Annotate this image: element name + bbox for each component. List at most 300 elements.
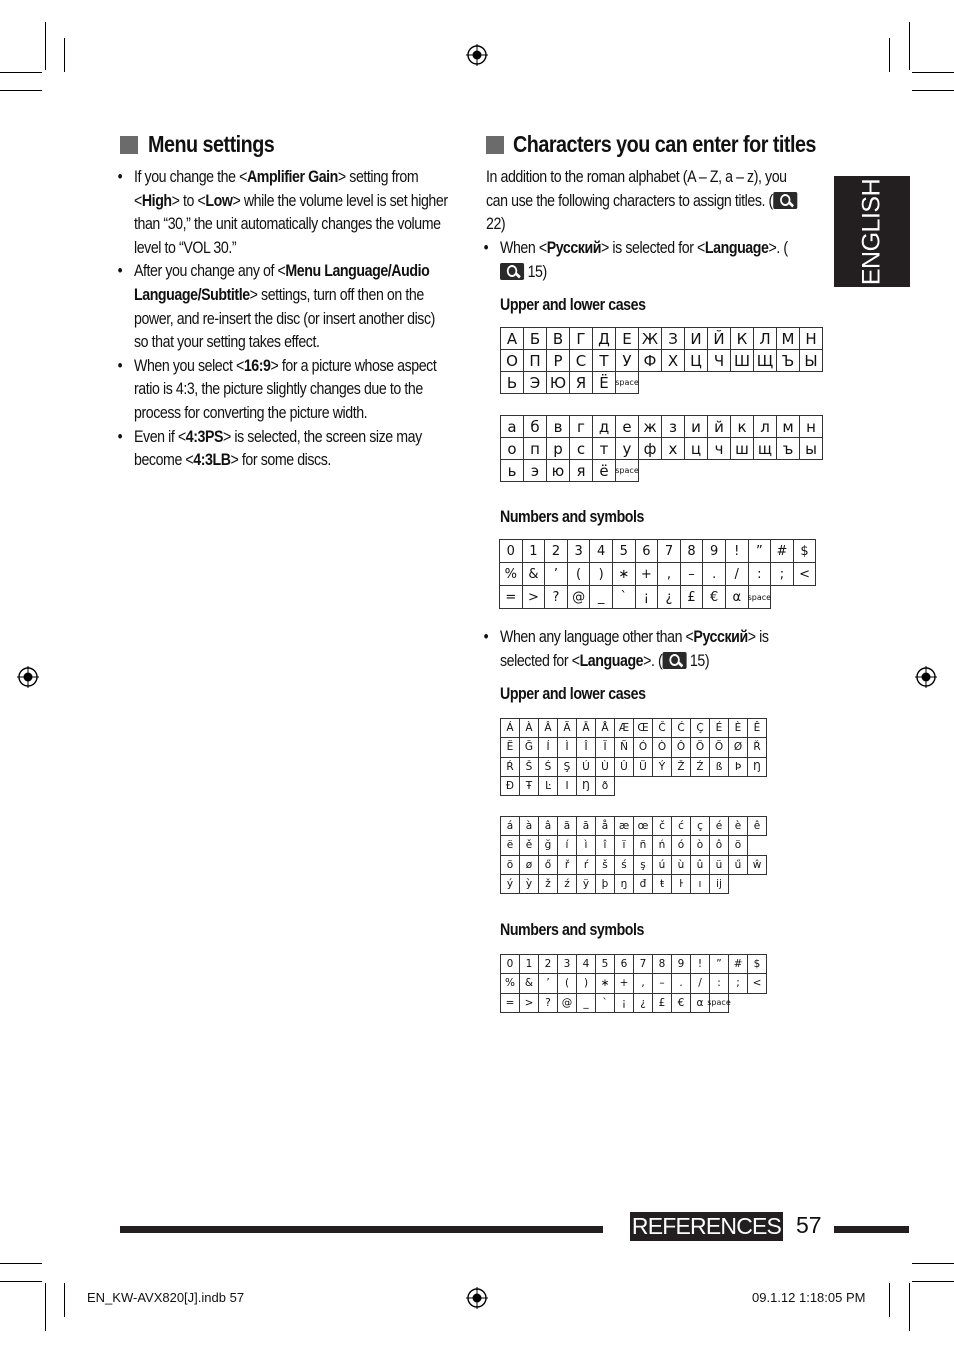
english-tab-label: ENGLISH [857, 178, 886, 285]
char-cell: õ [500, 855, 520, 875]
char-cell: ; [770, 562, 794, 586]
char-cell: ã [557, 816, 577, 836]
char-cell: У [615, 349, 639, 372]
char-cell: Č [652, 718, 672, 738]
russian-symbols-grid [500, 540, 816, 609]
char-cell: : [748, 562, 772, 586]
char-cell: ы [799, 437, 823, 460]
char-cell: Ş [557, 757, 577, 777]
bold-term: Language [579, 651, 644, 670]
russian-bullet: • When <Русский> is selected for <Language>. ( 15) [483, 239, 788, 281]
char-cell: Æ [614, 718, 634, 738]
char-cell: Ś [538, 757, 558, 777]
char-cell: Î [576, 737, 596, 757]
char-cell: Ô [671, 737, 691, 757]
char-cell: Ш [730, 349, 754, 372]
char-cell: 5 [595, 954, 615, 974]
char-cell: é [709, 816, 729, 836]
char-cell: á [500, 816, 520, 836]
char-cell: œ [633, 816, 653, 836]
char-cell: space [615, 459, 639, 482]
magnifier-icon [662, 652, 686, 669]
text-run: After you change any of < [134, 262, 286, 281]
text-run: > to < [171, 191, 206, 210]
char-cell: Ř [747, 737, 767, 757]
char-cell: Ì [557, 737, 577, 757]
upper-lower-label: Upper and lower cases [500, 296, 646, 314]
bullet-icon: • [117, 356, 123, 375]
grid-row [501, 416, 823, 438]
char-cell: > [519, 993, 539, 1013]
char-cell: £ [652, 993, 672, 1013]
footer-timestamp: 09.1.12 1:18:05 PM [752, 1290, 866, 1305]
menu-settings-heading: Menu settings [148, 131, 275, 157]
bold-term: Amplifier Gain [246, 168, 338, 186]
grid-row [501, 856, 767, 875]
char-cell: в [546, 415, 570, 438]
char-cell: , [633, 973, 653, 993]
char-cell: ű [728, 855, 748, 875]
char-cell: ∗ [612, 562, 636, 586]
char-cell: ŧ [652, 874, 672, 894]
char-cell: б [523, 415, 547, 438]
grid-row [501, 777, 767, 796]
char-cell: + [635, 562, 659, 586]
text-run: >. ( [643, 651, 663, 670]
crop-mark [45, 1283, 46, 1331]
char-cell: č [652, 816, 672, 836]
char-cell: И [684, 327, 708, 350]
text-run: 15) [686, 651, 710, 670]
char-cell: > [522, 585, 546, 609]
char-cell: Я [569, 371, 593, 394]
text-run: When any language other than < [500, 628, 694, 646]
char-cell: ’ [544, 562, 568, 586]
bullet-list [117, 166, 452, 473]
char-cell: Ü [633, 757, 653, 777]
crop-mark [909, 1283, 910, 1331]
text-run: 15) [524, 262, 547, 281]
bullet-item [117, 426, 452, 473]
char-cell: ` [612, 585, 636, 609]
char-cell: space [709, 993, 729, 1013]
char-cell: È [728, 718, 748, 738]
char-cell: ? [544, 585, 568, 609]
char-cell: ) [576, 973, 596, 993]
char-cell: ∗ [595, 973, 615, 993]
crop-mark [912, 1281, 954, 1282]
char-cell: . [671, 973, 691, 993]
char-cell: З [661, 327, 685, 350]
char-cell: _ [589, 585, 613, 609]
grid-row [501, 738, 767, 757]
char-cell: ш [730, 437, 754, 460]
char-cell: û [690, 855, 710, 875]
crop-mark [64, 38, 65, 72]
crop-mark [889, 38, 890, 72]
char-cell: ë [500, 835, 520, 855]
char-cell: Ŋ [576, 776, 596, 796]
char-cell: ! [725, 539, 749, 563]
russian-upper-grid [501, 328, 823, 394]
crop-mark [889, 1283, 890, 1317]
heading-square-icon [120, 136, 138, 154]
bold-term: Menu Language/Audio Language/Subtitle [134, 262, 430, 304]
char-cell: – [680, 562, 704, 586]
char-cell: ь [500, 459, 524, 482]
char-cell: о [500, 437, 524, 460]
grid-row [501, 438, 823, 460]
char-cell: а [500, 415, 524, 438]
char-cell: Ā [576, 718, 596, 738]
grid-row [500, 540, 816, 563]
char-cell: 4 [576, 954, 596, 974]
grid-row [501, 875, 767, 894]
upper-lower-label-2: Upper and lower cases [500, 685, 646, 703]
char-cell: / [690, 973, 710, 993]
char-cell: : [709, 973, 729, 993]
char-cell: 6 [614, 954, 634, 974]
char-cell: ì [576, 835, 596, 855]
numbers-symbols-label-2: Numbers and symbols [500, 921, 645, 939]
char-cell: α [725, 585, 749, 609]
char-cell: à [519, 816, 539, 836]
char-cell: 8 [680, 539, 704, 563]
char-cell: æ [614, 816, 634, 836]
char-cell: ŕ [576, 855, 596, 875]
char-cell: 3 [567, 539, 591, 563]
char-cell: Ø [728, 737, 748, 757]
char-cell: ń [652, 835, 672, 855]
char-cell: ij [709, 874, 729, 894]
characters-heading: Characters you can enter for titles [513, 131, 816, 157]
grid-row [500, 586, 816, 609]
registration-mark-icon [466, 1287, 488, 1309]
latin-lower-grid [501, 817, 767, 894]
char-cell: Э [523, 371, 547, 394]
char-cell: # [770, 539, 794, 563]
char-cell: & [519, 973, 539, 993]
char-cell: 8 [652, 954, 672, 974]
char-cell: т [592, 437, 616, 460]
char-cell: 5 [612, 539, 636, 563]
char-cell: Ö [690, 737, 710, 757]
bullet-icon: • [117, 168, 123, 186]
char-cell: 7 [657, 539, 681, 563]
char-cell: 6 [635, 539, 659, 563]
char-cell: л [753, 415, 777, 438]
char-cell: Û [614, 757, 634, 777]
char-cell: ( [557, 973, 577, 993]
char-cell: Ч [707, 349, 731, 372]
char-cell: Ó [633, 737, 653, 757]
char-cell: ? [538, 993, 558, 1013]
char-cell: š [595, 855, 615, 875]
crop-mark [912, 90, 954, 91]
char-cell: . [702, 562, 726, 586]
char-cell: й [707, 415, 731, 438]
char-cell: ž [538, 874, 558, 894]
char-cell: ü [709, 855, 729, 875]
text-run: >. ( [768, 239, 788, 257]
char-cell: г [569, 415, 593, 438]
page-number: 57 [796, 1212, 822, 1238]
char-cell: Ŀ [538, 776, 558, 796]
char-cell: % [499, 562, 523, 586]
char-cell: В [546, 327, 570, 350]
char-cell: ř [557, 855, 577, 875]
char-cell: Â [538, 718, 558, 738]
bold-term: Русский [546, 239, 602, 257]
references-bar-right [834, 1226, 909, 1233]
bold-term: Русский [693, 628, 748, 646]
grid-row [501, 974, 767, 993]
crop-mark [0, 1263, 42, 1264]
char-cell: Ь [500, 371, 524, 394]
char-cell: Œ [633, 718, 653, 738]
char-cell: р [546, 437, 570, 460]
char-cell: _ [576, 993, 596, 1013]
bold-term: 4:3LB [193, 451, 231, 470]
char-cell: ч [707, 437, 731, 460]
char-cell: ё [592, 459, 616, 482]
references-bar-left [120, 1226, 603, 1233]
char-cell: space [615, 371, 639, 394]
bullet-item [117, 166, 452, 260]
char-cell: Ц [684, 349, 708, 372]
char-cell: I [557, 776, 577, 796]
char-cell: À [519, 718, 539, 738]
grid-row [501, 328, 823, 350]
text-run: > is selected for < [601, 239, 705, 257]
char-cell: Á [500, 718, 520, 738]
char-cell: ş [633, 855, 653, 875]
text-run: When < [500, 239, 547, 257]
char-cell: ŀ [671, 874, 691, 894]
heading-square-icon [486, 136, 504, 154]
char-cell: э [523, 459, 547, 482]
char-cell: ś [614, 855, 634, 875]
char-cell: ú [652, 855, 672, 875]
char-cell: ” [748, 539, 772, 563]
char-cell: Ğ [519, 737, 539, 757]
char-cell: α [690, 993, 710, 1013]
char-cell: < [793, 562, 817, 586]
text-run: Even if < [134, 427, 186, 446]
char-cell: ` [595, 993, 615, 1013]
char-cell: Ŕ [500, 757, 520, 777]
char-cell: Ć [671, 718, 691, 738]
char-cell: н [799, 415, 823, 438]
char-cell: х [661, 437, 685, 460]
crop-mark [64, 1283, 65, 1317]
char-cell: ı [690, 874, 710, 894]
grid-row [501, 758, 767, 777]
char-cell: £ [680, 585, 704, 609]
char-cell: щ [753, 437, 777, 460]
grid-row [501, 350, 823, 372]
char-cell: ø [519, 855, 539, 875]
bullet-item [117, 260, 452, 354]
char-cell: К [730, 327, 754, 350]
char-cell: – [652, 973, 672, 993]
char-cell: Đ [500, 776, 520, 796]
bullet-item [117, 355, 452, 426]
grid-row [501, 719, 767, 738]
grid-row [501, 955, 767, 974]
char-cell: Г [569, 327, 593, 350]
char-cell: ỳ [519, 874, 539, 894]
char-cell: ý [500, 874, 520, 894]
char-cell: € [702, 585, 726, 609]
char-cell: Ŧ [519, 776, 539, 796]
char-cell: Ò [652, 737, 672, 757]
bullet-icon: • [117, 262, 123, 281]
char-cell: 2 [538, 954, 558, 974]
bold-term: Language [704, 239, 769, 257]
char-cell: 3 [557, 954, 577, 974]
char-cell: ó [671, 835, 691, 855]
char-cell: Ï [595, 737, 615, 757]
char-cell: Н [799, 327, 823, 350]
char-cell: þ [595, 874, 615, 894]
crop-mark [909, 22, 910, 70]
char-cell: ò [690, 835, 710, 855]
char-cell: е [615, 415, 639, 438]
char-cell: Ф [638, 349, 662, 372]
char-cell: ï [614, 835, 634, 855]
char-cell: ě [519, 835, 539, 855]
intro-paragraph [486, 166, 809, 237]
char-cell: / [725, 562, 749, 586]
char-cell: î [595, 835, 615, 855]
char-cell: & [522, 562, 546, 586]
char-cell: Е [615, 327, 639, 350]
char-cell: ! [690, 954, 710, 974]
char-cell: = [500, 993, 520, 1013]
text-run: 22) [486, 215, 506, 234]
char-cell: Х [661, 349, 685, 372]
char-cell: Ñ [614, 737, 634, 757]
char-cell: А [500, 327, 524, 350]
char-cell: ß [709, 757, 729, 777]
text-run: > settings, turn off then on the power, and re-insert the disc (or insert another disc) so that your setting takes effect. [134, 285, 435, 352]
text-run: When you select < [134, 356, 244, 375]
char-cell: О [500, 349, 524, 372]
char-cell: у [615, 437, 639, 460]
crop-mark [45, 22, 46, 70]
char-cell: đ [633, 874, 653, 894]
char-cell: ñ [633, 835, 653, 855]
char-cell: к [730, 415, 754, 438]
char-cell: 9 [702, 539, 726, 563]
char-cell: 1 [519, 954, 539, 974]
crop-mark [0, 72, 42, 73]
char-cell: Š [519, 757, 539, 777]
char-cell: С [569, 349, 593, 372]
char-cell: ’ [538, 973, 558, 993]
bold-term: 16:9 [243, 356, 271, 375]
magnifier-icon [500, 263, 524, 280]
char-cell: Д [592, 327, 616, 350]
bold-term: 4:3PS [185, 427, 224, 446]
char-cell: space [748, 585, 772, 609]
char-cell: и [684, 415, 708, 438]
char-cell: ô [709, 835, 729, 855]
char-cell: ” [709, 954, 729, 974]
char-cell: ¡ [635, 585, 659, 609]
char-cell: Л [753, 327, 777, 350]
text-run: > for a picture whose aspect ratio is 4:3, the picture slightly changes due to the process for converting the picture width. [134, 356, 437, 422]
grid-row [501, 836, 767, 855]
char-cell: ф [638, 437, 662, 460]
char-cell: 1 [522, 539, 546, 563]
registration-mark-icon [466, 44, 488, 66]
char-cell: ¿ [633, 993, 653, 1013]
char-cell: Ы [799, 349, 823, 372]
registration-mark-icon [915, 666, 937, 688]
grid-row [501, 372, 823, 394]
char-cell: Ú [576, 757, 596, 777]
char-cell: Ë [500, 737, 520, 757]
char-cell: ç [690, 816, 710, 836]
crop-mark [0, 90, 42, 91]
text-run: > is selected for < [500, 628, 769, 670]
char-cell: 4 [589, 539, 613, 563]
char-cell: ÿ [576, 874, 596, 894]
char-cell: @ [557, 993, 577, 1013]
char-cell: 2 [544, 539, 568, 563]
latin-symbols-grid [501, 955, 767, 1013]
char-cell: Ŋ [747, 757, 767, 777]
bold-term: High [141, 191, 172, 210]
char-cell: Й [707, 327, 731, 350]
char-cell: Ý [652, 757, 672, 777]
char-cell: É [709, 718, 729, 738]
bullet-icon: • [117, 427, 123, 446]
char-cell: 0 [499, 539, 523, 563]
char-cell: ц [684, 437, 708, 460]
menu-settings-list [117, 166, 504, 473]
char-cell: М [776, 327, 800, 350]
char-cell: Ё [592, 371, 616, 394]
char-cell: Ž [671, 757, 691, 777]
char-cell: з [661, 415, 685, 438]
char-cell: ê [747, 816, 767, 836]
char-cell: ю [546, 459, 570, 482]
char-cell: € [671, 993, 691, 1013]
char-cell: ¿ [657, 585, 681, 609]
registration-mark-icon [17, 666, 39, 688]
char-cell: Ã [557, 718, 577, 738]
text-run: > while the volume level is set higher than “30,” the unit automatically changes the volume level to “VOL 30.” [134, 191, 448, 257]
char-cell: м [776, 415, 800, 438]
char-cell: ź [557, 874, 577, 894]
char-cell: 9 [671, 954, 691, 974]
char-cell: è [728, 816, 748, 836]
char-cell: Í [538, 737, 558, 757]
char-cell: @ [567, 585, 591, 609]
char-cell: п [523, 437, 547, 460]
char-cell: ( [567, 562, 591, 586]
char-cell: Þ [728, 757, 748, 777]
char-cell: Ê [747, 718, 767, 738]
char-cell: â [538, 816, 558, 836]
magnifier-icon [773, 192, 797, 209]
references-label: REFERENCES [631, 1213, 782, 1239]
grid-row [501, 460, 823, 482]
char-cell: < [747, 973, 767, 993]
